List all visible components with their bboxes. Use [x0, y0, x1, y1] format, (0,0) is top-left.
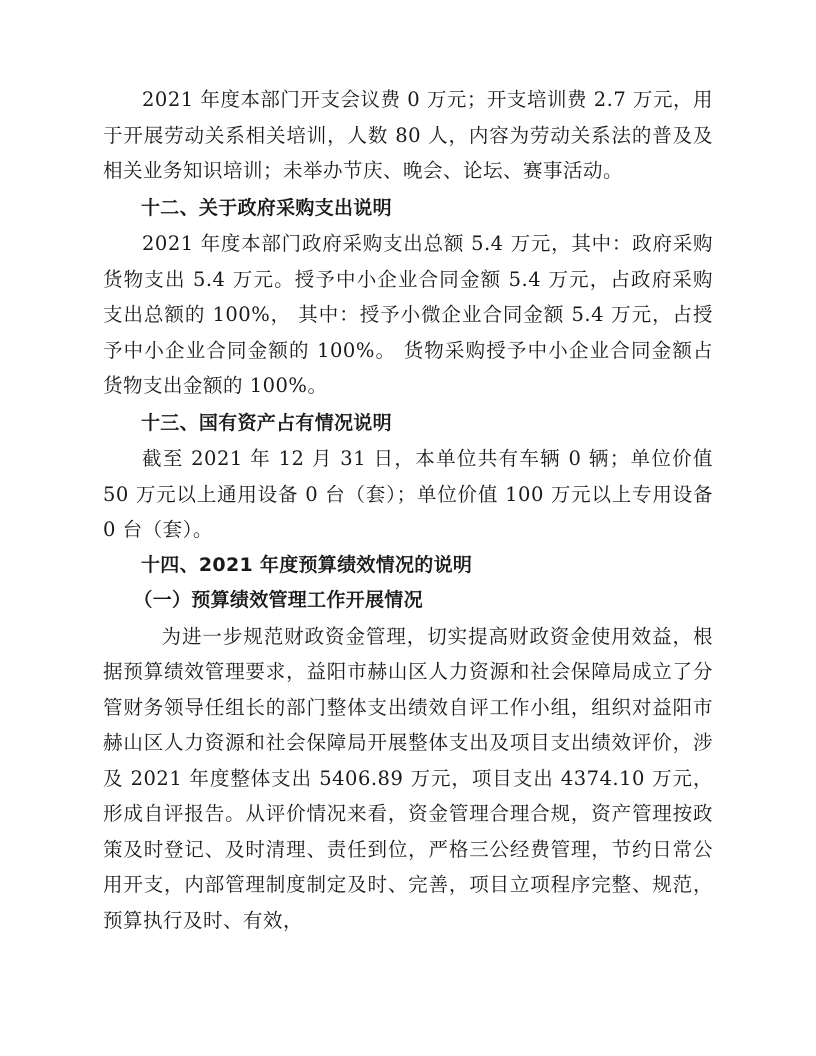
- paragraph-meeting-training-fees: 2021 年度本部门开支会议费 0 万元；开支培训费 2.7 万元，用于开展劳动关系相关培训，人数 80 人，内容为劳动关系法的普及及相关业务知识培训；未举办节庆、晚会、论坛、赛事活动。: [103, 88, 713, 182]
- paragraph-performance-management: 为进一步规范财政资金管理，切实提高财政资金使用效益，根据预算绩效管理要求，益阳市赫山区人力资源和社会保障局成立了分管财务领导任组长的部门整体支出绩效自评工作小组，组织对益阳市赫山区人力资源和社会保障局开展整体支出及项目支出绩效评价，涉及 2021 年度整体支出 5406.89 万元，项目支出 4374.10 万元，形成自评报告。从评价情况来看，资金管理合理合规，资产管理按政策及时登记、及时清理、责任到位，严格三公经费管理，节约日常公用开支，内部管理制度制定及时、完善，项目立项程序完整、规范，预算执行及时、有效，: [103, 624, 713, 932]
- section-heading-14-budget-performance: 十四、2021 年度预算绩效情况的说明: [141, 553, 473, 576]
- section-heading-12-government-procurement: 十二、关于政府采购支出说明: [141, 196, 392, 219]
- section-heading-13-state-assets: 十三、国有资产占有情况说明: [141, 411, 392, 434]
- subsection-heading-performance-management: （一）预算绩效管理工作开展情况: [133, 589, 423, 611]
- paragraph-government-procurement: 2021 年度本部门政府采购支出总额 5.4 万元，其中：政府采购货物支出 5.4 万元。授予中小企业合同金额 5.4 万元，占政府采购支出总额的 100%， 其中：授予小微企业合同金额 5.4 万元，占授予中小企业合同金额的 100%。 货物采购授予中小企业合同金额占货物支出金额的 100%。: [103, 232, 713, 397]
- paragraph-state-assets: 截至 2021 年 12 月 31 日，本单位共有车辆 0 辆；单位价值 50 万元以上通用设备 0 台（套）；单位价值 100 万元以上专用设备 0 台（套）。: [103, 447, 713, 541]
- document-body: [103, 82, 713, 938]
